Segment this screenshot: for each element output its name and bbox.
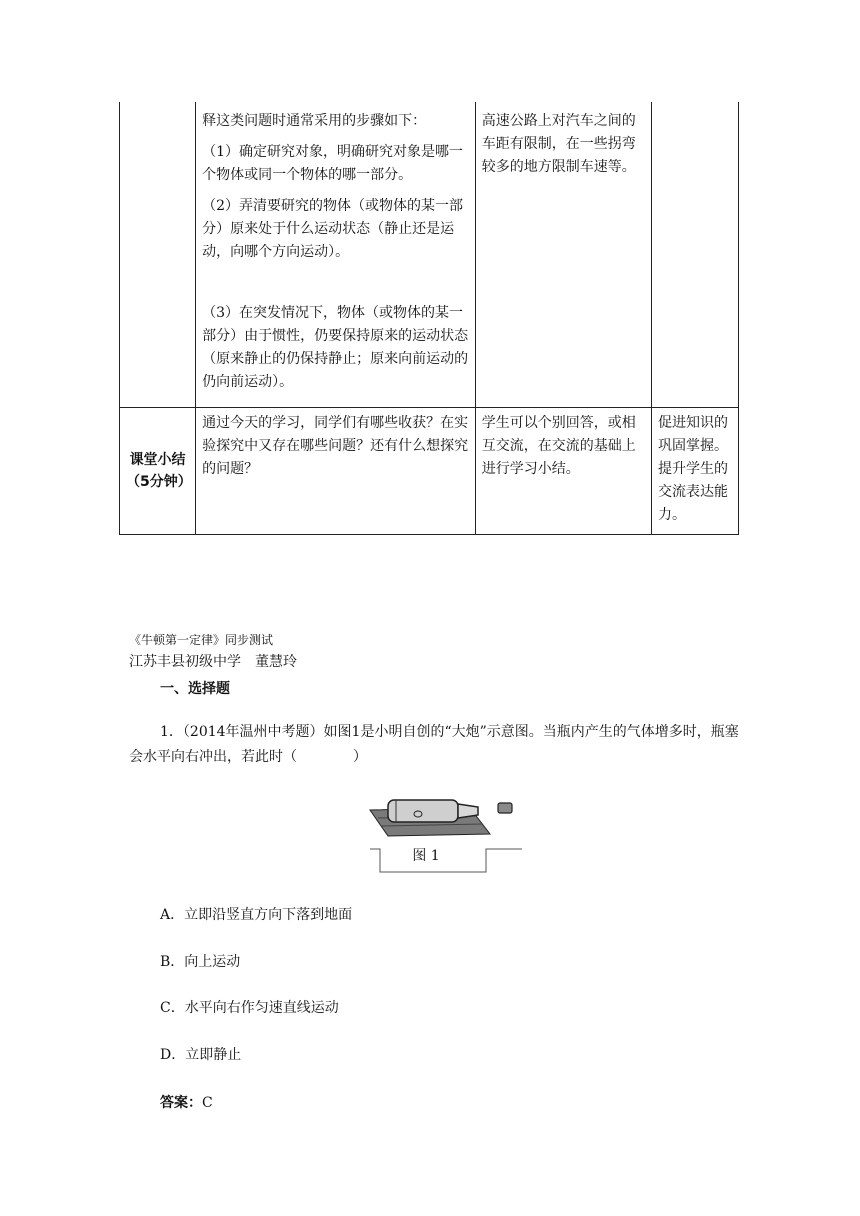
table-row-continued — [120, 102, 739, 408]
option-b: B．向上运动 — [160, 954, 241, 970]
author-name: 董慧玲 — [255, 654, 297, 670]
teacher-line-intro: 释这类问题时通常采用的步骤如下： — [202, 113, 427, 129]
answer-label: 答案： — [160, 1095, 202, 1111]
option-a: A．立即沿竖直方向下落到地面 — [160, 907, 353, 923]
school-name: 江苏丰县初级中学 — [129, 654, 241, 670]
answer-line — [160, 1093, 213, 1113]
student-activity-cell — [475, 408, 651, 535]
section-title: 一、选择题 — [160, 681, 230, 697]
stage-label: 课堂小结 — [129, 452, 186, 468]
student-activity-text: 高速公路上对汽车之间的车距有限制，在一些拐弯较多的地方限制车速等。 — [481, 113, 636, 175]
author-line — [129, 652, 297, 672]
teacher-step-1: （1）确定研究对象，明确研究对象是哪一个物体或同一个物体的哪一部分。 — [202, 144, 464, 183]
design-intent-cell — [651, 408, 738, 535]
stage-time: （5分钟） — [126, 474, 192, 490]
design-intent-cell-empty — [651, 102, 738, 408]
option-d: D．立即静止 — [160, 1047, 242, 1063]
teacher-activity-cell — [196, 408, 476, 535]
teacher-step-2: （2）弄清要研究的物体（或物体的某一部分）原来处于什么运动状态（静止还是运动，向哪个方向运动）。 — [202, 198, 464, 260]
figure-caption: 图 1 — [412, 848, 440, 864]
stage-cell-empty — [120, 102, 196, 408]
teacher-step-3: （3）在突发情况下，物体（或物体的某一部分）由于惯性，仍要保持原来的运动状态（原来静止的仍保持静止；原来向前运动的仍向前运动）。 — [202, 305, 469, 390]
question-1-text: 1．（2014年温州中考题）如图1是小明自创的“大炮”示意图。当瓶内产生的气体增多时，瓶塞会水平向右冲出，若此时（ ） — [129, 724, 739, 765]
lesson-plan-table — [119, 102, 739, 535]
summary-student-text: 学生可以个别回答，或相互交流，在交流的基础上进行学习小结。 — [481, 415, 636, 477]
figure-1 — [366, 790, 526, 874]
summary-teacher-text: 通过今天的学习，同学们有哪些收获？在实验探究中又存在哪些问题？还有什么想探究的问题？ — [202, 415, 469, 477]
student-activity-cell — [475, 102, 651, 408]
stage-cell-summary — [120, 408, 196, 535]
answer-value: C — [202, 1095, 213, 1111]
option-c: C．水平向右作匀速直线运动 — [160, 1000, 339, 1016]
quiz-title: 《牛顿第一定律》同步测试 — [129, 633, 274, 647]
table-row-summary — [120, 408, 739, 535]
summary-intent-text: 促进知识的巩固掌握。提升学生的交流表达能力。 — [657, 415, 728, 523]
teacher-activity-cell — [196, 102, 476, 408]
